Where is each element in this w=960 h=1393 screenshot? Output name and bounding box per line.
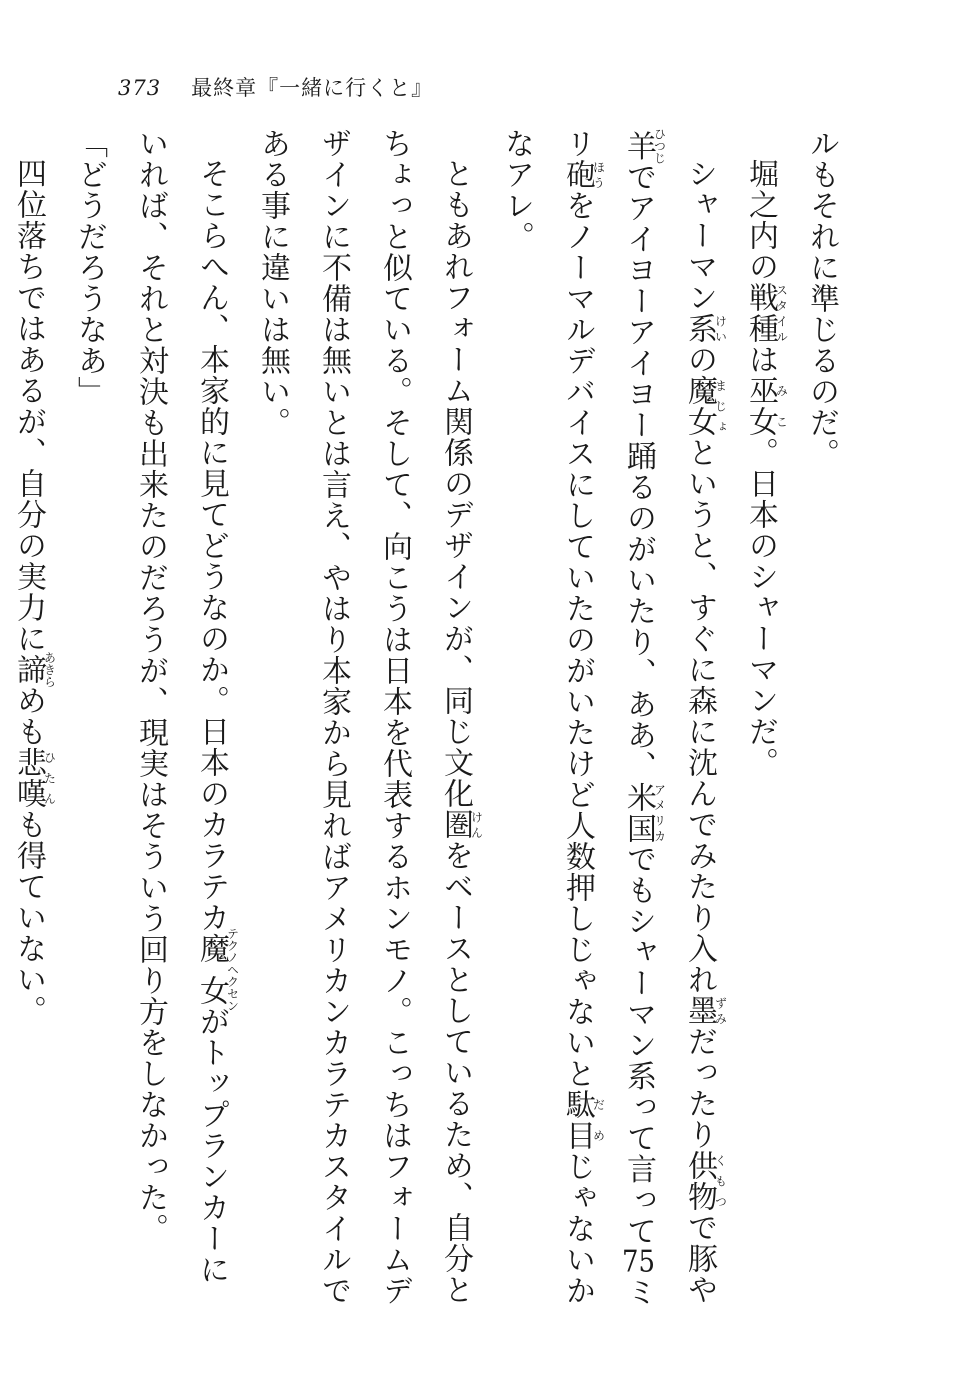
ruby-ken: けん <box>469 809 484 840</box>
ruby-dame: だめ <box>591 1089 606 1151</box>
paragraph-7: 四位落ちではあるが、自分の実力に諦あきらめも悲嘆ひたんも得ていない。 <box>11 158 57 1026</box>
chapter-title: 最終章『一緒に行くと』 <box>191 76 434 100</box>
paragraph-1: ルもそれに準じるのだ。 <box>804 128 839 469</box>
ruby-majo: まじょ <box>713 375 728 437</box>
running-header <box>118 72 433 102</box>
paragraph-2: 堀之内の戦種スタイルは巫女みこ。日本のシャーマンだ。 <box>743 158 789 778</box>
ruby-zumi: ずみ <box>713 995 728 1026</box>
ruby-senshu: スタイル <box>774 282 789 344</box>
ruby-america: アメリカ <box>652 781 667 844</box>
ruby-technohexen: テクノヘクセン <box>225 927 240 1012</box>
ruby-miko: みこ <box>774 375 789 437</box>
ruby-hitsuji: ひつじ <box>652 128 667 164</box>
ruby-kumotsu: くもつ <box>713 1150 728 1212</box>
ruby-hitan: ひたん <box>42 747 57 809</box>
ruby-kei: けい <box>713 313 728 344</box>
vertical-body-text <box>11 128 852 1308</box>
number-75: 75 <box>622 1246 655 1277</box>
paragraph-5: そこらへん、本家的に見てどうなのか。日本のカラテカ魔女テクノヘクセンがトップランカーにいれば、それと対決も出来たのだろうが、現実はそういう回り方をしなかった。 <box>133 128 240 1285</box>
paragraph-6: 「どうだろうなあ」 <box>72 128 107 407</box>
ruby-hou: ほう <box>591 159 606 190</box>
ruby-akira: あきら <box>42 651 57 688</box>
page-number: 373 <box>118 76 162 100</box>
paragraph-3: シャーマン系けいの魔女まじょというと、すぐに森に沈んでみたり入れ墨ずみだったり供物くもつで豚や羊ひつじでアイヨーアイヨー踊るのがいたり、ああ、米国アメリカでもシャーマン系って言って75ミリ砲ほうをノーマルデバイスにしていたのがいたけど人数押しじゃないと駄目だめじゃないかなアレ。 <box>499 128 728 1308</box>
paragraph-4: ともあれフォーム関係のデザインが、同じ文化圏けんをベースとしているため、自分とちょっと似ている。そして、向こうは日本を代表するホンモノ。こっちはフォームデザインに不備は無いとは言え、やはり本家から見ればアメリカンカラテカスタイルである事に違いは無い。 <box>255 128 484 1306</box>
